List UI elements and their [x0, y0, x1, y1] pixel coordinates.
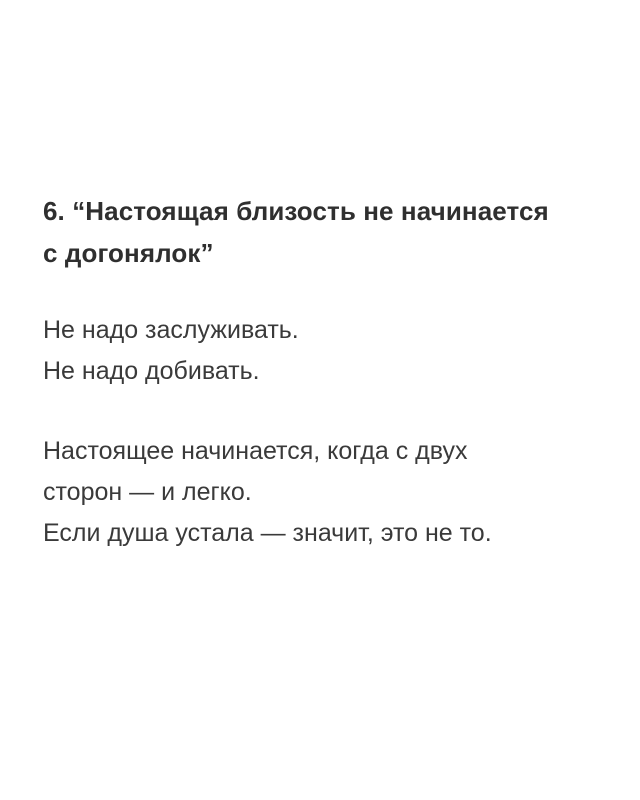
paragraph — [43, 310, 603, 392]
section-heading — [43, 190, 603, 274]
paragraph-line: Не надо заслуживать. — [43, 316, 299, 344]
heading-line: 6. “Настоящая близость не начинается — [43, 196, 549, 226]
paragraph-line: Настоящее начинается, когда с двух — [43, 437, 468, 465]
paragraph-line: Не надо добивать. — [43, 357, 260, 385]
paragraph — [43, 431, 603, 554]
heading-line: с догонялок” — [43, 238, 214, 268]
text-card — [43, 190, 603, 554]
paragraph-line: Если душа устала — значит, это не то. — [43, 519, 492, 547]
paragraph-line: сторон — и легко. — [43, 478, 252, 506]
